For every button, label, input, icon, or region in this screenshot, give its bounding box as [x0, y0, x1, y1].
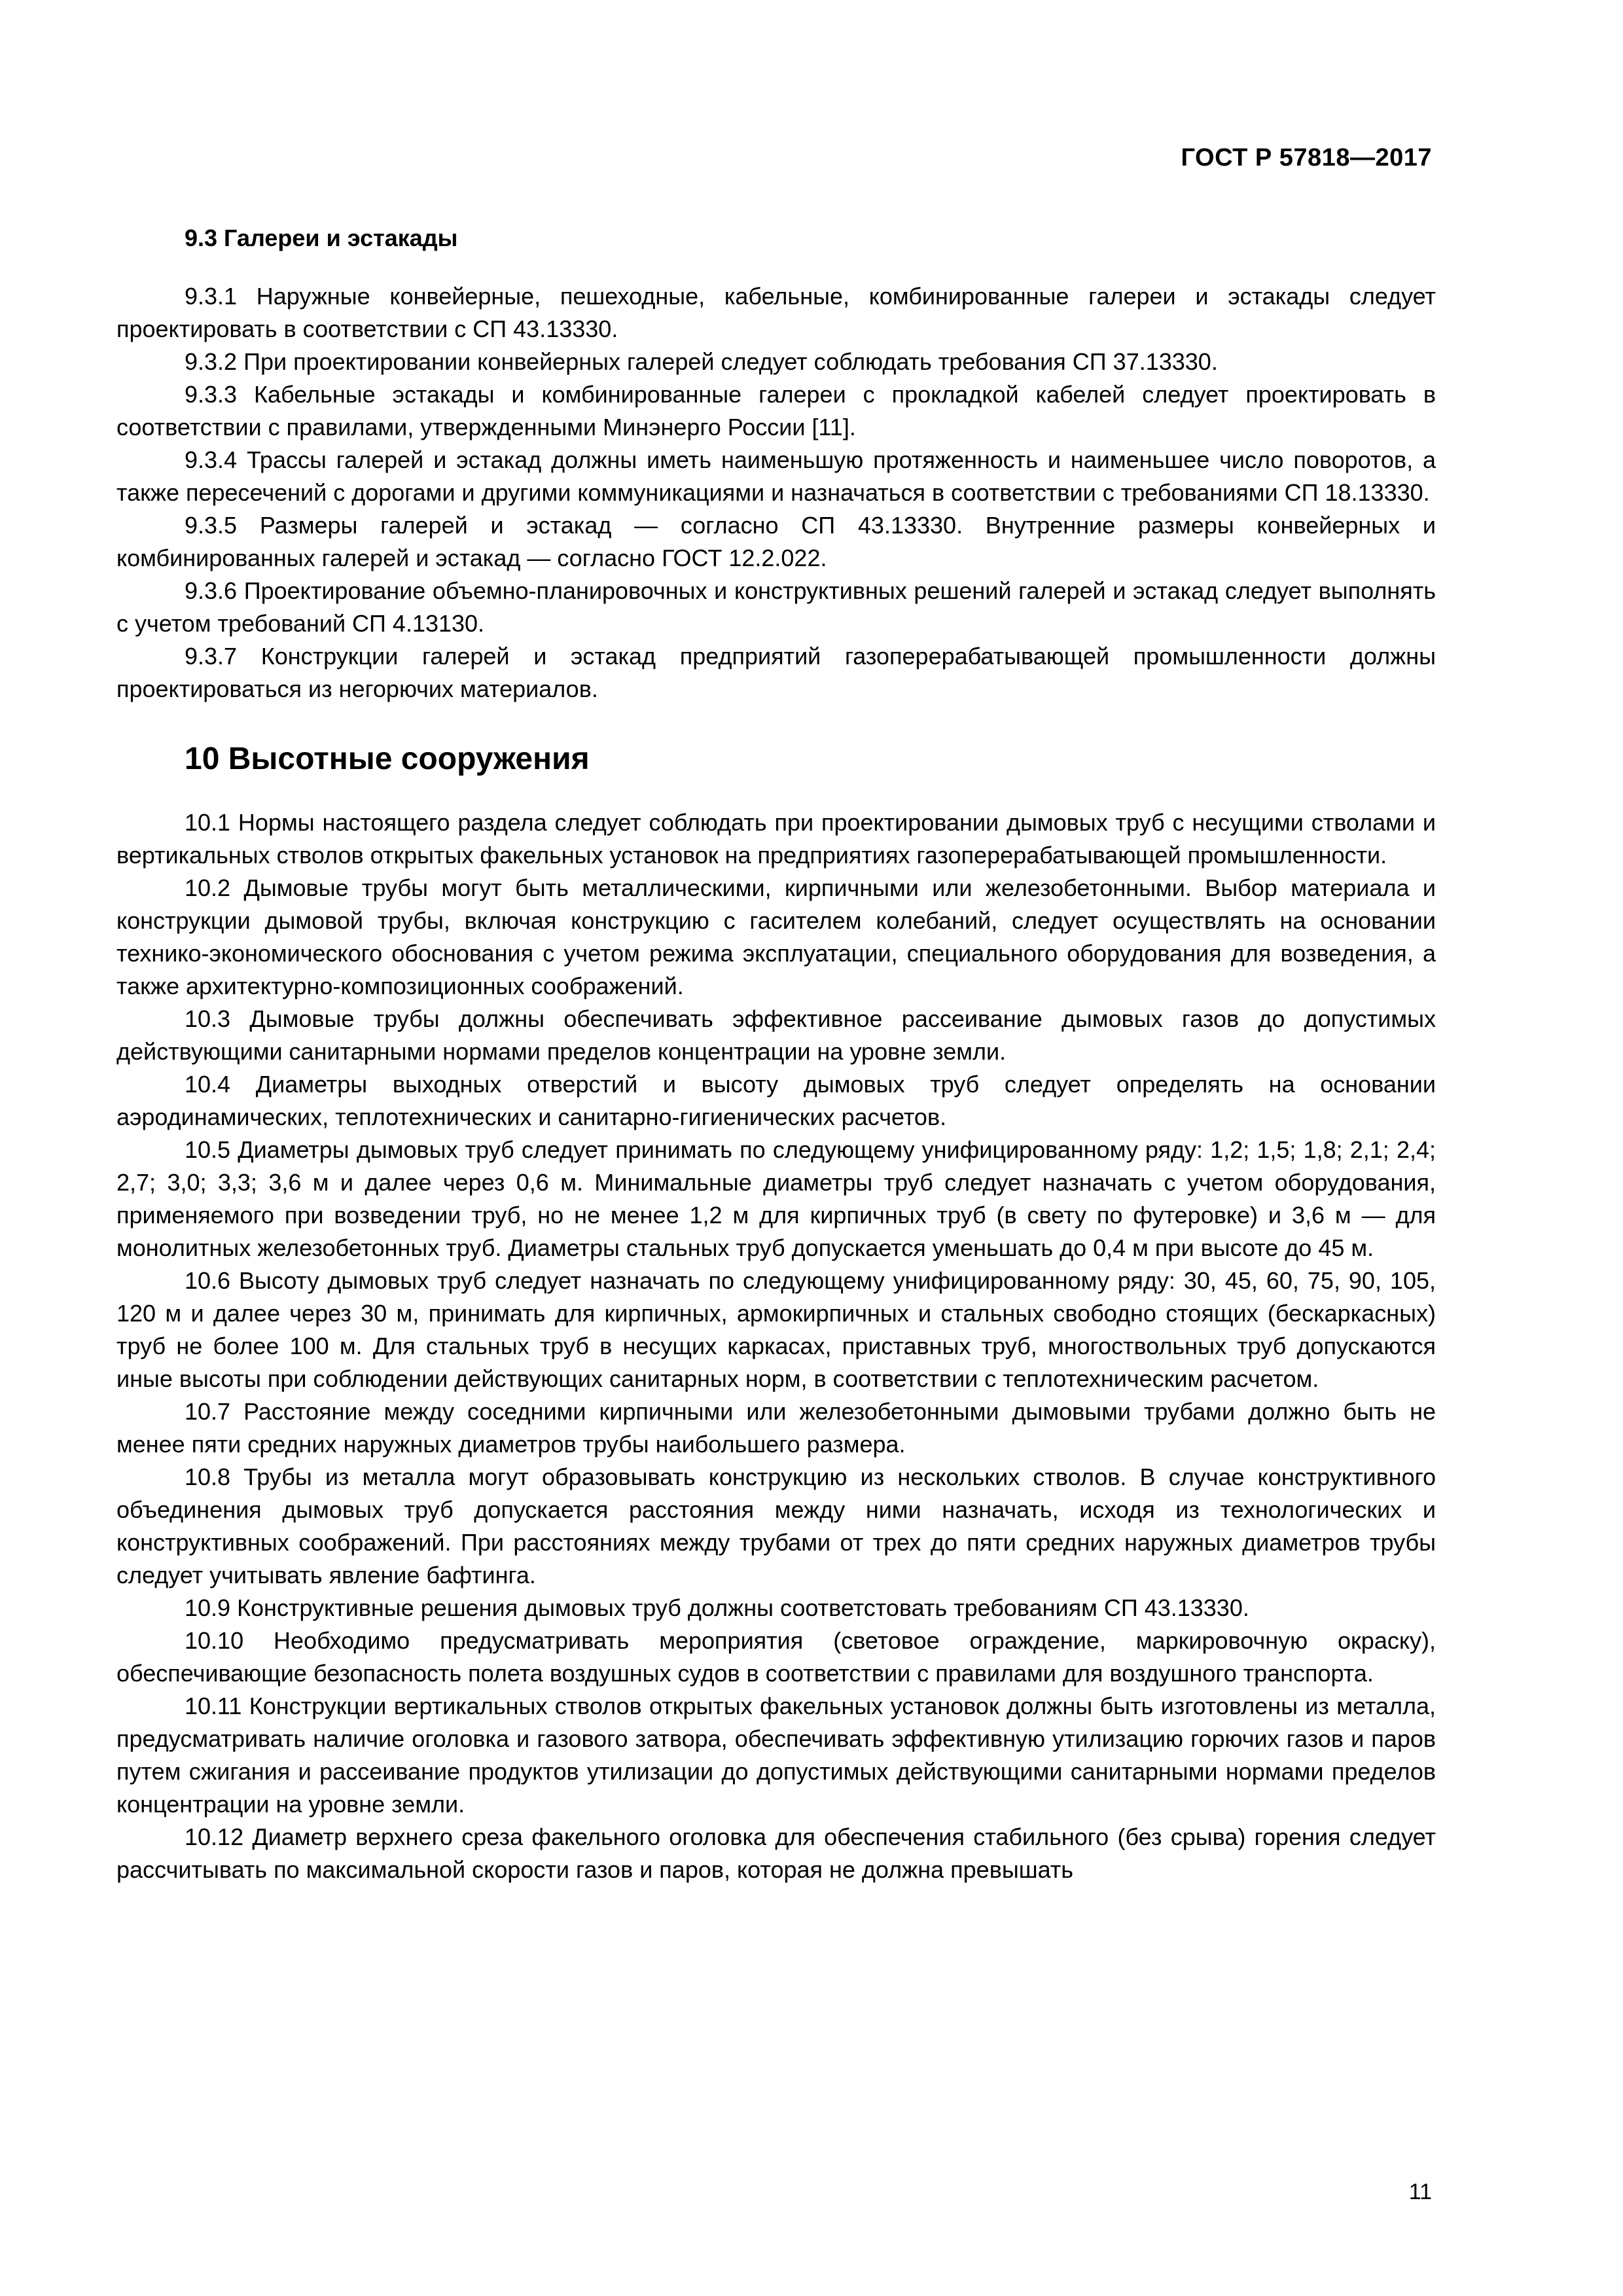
paragraph-9-3-7: 9.3.7 Конструкции галерей и эстакад предприятий газоперерабатывающей промышленности должны проектироваться из негорючих материалов.: [116, 643, 1436, 702]
paragraph-9-3-6: 9.3.6 Проектирование объемно-планировочных и конструктивных решений галерей и эстакад следует выполнять с учетом требований СП 4.13130.: [116, 577, 1436, 637]
paragraph-10-5: 10.5 Диаметры дымовых труб следует принимать по следующему унифицированному ряду: 1,2; 1,5; 1,8; 2,1; 2,4; 2,7; 3,0; 3,3; 3,6 м и далее через 0,6 м. Минимальные диаметры труб следует назначать с учетом оборудования, применяемого при возведении труб, но не менее 1,2 м для кирпичных труб (в свету по футеровке) и 3,6 м — для монолитных железобетонных труб. Диаметры стальных труб допускается уменьшать до 0,4 м при высоте до 45 м.: [116, 1136, 1436, 1261]
document-standard-id: ГОСТ Р 57818—2017: [1181, 144, 1432, 171]
subsection-heading-9-3: 9.3 Галереи и эстакады: [185, 224, 458, 251]
page-content: [116, 220, 1436, 1886]
page-number: 11: [1408, 2179, 1432, 2204]
paragraph-10-3: 10.3 Дымовые трубы должны обеспечивать эффективное рассеивание дымовых газов до допустимых действующими санитарными нормами пределов концентрации на уровне земли.: [116, 1005, 1436, 1065]
paragraph-10-11: 10.11 Конструкции вертикальных стволов открытых факельных установок должны быть изготовлены из металла, предусматривать наличие оголовка и газового затвора, обеспечивать эффективную утилизацию горючих газов и паров путем сжигания и рассеивание продуктов утилизации до допустимых действующими санитарными нормами пределов концентрации на уровне земли.: [116, 1693, 1436, 1818]
paragraph-10-4: 10.4 Диаметры выходных отверстий и высоту дымовых труб следует определять на основании аэродинамических, теплотехнических и санитарно-гигиенических расчетов.: [116, 1071, 1436, 1130]
paragraph-10-2: 10.2 Дымовые трубы могут быть металлическими, кирпичными или железобетонными. Выбор материала и конструкции дымовой трубы, включая конструкцию с гасителем колебаний, следует осуществлять на основании технико-экономического обоснования с учетом режима эксплуатации, специального оборудования для возведения, а также архитектурно-композиционных соображений.: [116, 874, 1436, 999]
subsection-9-3-body: [116, 280, 1436, 706]
paragraph-10-6: 10.6 Высоту дымовых труб следует назначать по следующему унифицированному ряду: 30, 45, 60, 75, 90, 105, 120 м и далее через 30 м, принимать для кирпичных, армокирпичных и стальных свободно стоящих (бескаркасных) труб не более 100 м. Для стальных труб в несущих каркасах, приставных труб, многоствольных труб допускаются иные высоты при соблюдении действующих санитарных норм, в соответствии с теплотехническим расчетом.: [116, 1267, 1436, 1392]
paragraph-10-1: 10.1 Нормы настоящего раздела следует соблюдать при проектировании дымовых труб с несущими стволами и вертикальных стволов открытых факельных установок на предприятиях газоперерабатывающей промышленности.: [116, 809, 1436, 869]
paragraph-10-8: 10.8 Трубы из металла могут образовывать конструкцию из нескольких стволов. В случае конструктивного объединения дымовых труб допускается расстояния между ними назначать, исходя из технологических и конструктивных соображений. При расстояниях между трубами от трех до пяти средних наружных диаметров трубы следует учитывать явление бафтинга.: [116, 1463, 1436, 1588]
paragraph-10-7: 10.7 Расстояние между соседними кирпичными или железобетонными дымовыми трубами должно быть не менее пяти средних наружных диаметров трубы наибольшего размера.: [116, 1398, 1436, 1458]
section-10-body: [116, 806, 1436, 1886]
paragraph-9-3-4: 9.3.4 Трассы галерей и эстакад должны иметь наименьшую протяженность и наименьшее число поворотов, а также пересечений с дорогами и другими коммуникациями и назначаться в соответствии с требованиями СП 18.13330.: [116, 446, 1436, 506]
paragraph-9-3-5: 9.3.5 Размеры галерей и эстакад — согласно СП 43.13330. Внутренние размеры конвейерных и комбинированных галерей и эстакад — согласно ГОСТ 12.2.022.: [116, 512, 1436, 571]
paragraph-10-12: 10.12 Диаметр верхнего среза факельного оголовка для обеспечения стабильного (без срыва) горения следует рассчитывать по максимальной скорости газов и паров, которая не должна превышать: [116, 1823, 1436, 1883]
paragraph-10-9: 10.9 Конструктивные решения дымовых труб должны соответстовать требованиям СП 43.13330.: [185, 1594, 1249, 1621]
section-heading-10: 10 Высотные сооружения: [185, 742, 590, 776]
paragraph-9-3-1: 9.3.1 Наружные конвейерные, пешеходные, кабельные, комбинированные галереи и эстакады следует проектировать в соответствии с СП 43.13330.: [116, 283, 1436, 342]
paragraph-10-10: 10.10 Необходимо предусматривать мероприятия (световое ограждение, маркировочную окраску), обеспечивающие безопасность полета воздушных судов в соответствии с правилами для воздушного транспорта.: [116, 1627, 1436, 1687]
paragraph-9-3-2: 9.3.2 При проектировании конвейерных галерей следует соблюдать требования СП 37.13330.: [185, 348, 1218, 375]
paragraph-9-3-3: 9.3.3 Кабельные эстакады и комбинированные галереи с прокладкой кабелей следует проектировать в соответствии с правилами, утвержденными Минэнерго России [11].: [116, 381, 1436, 440]
